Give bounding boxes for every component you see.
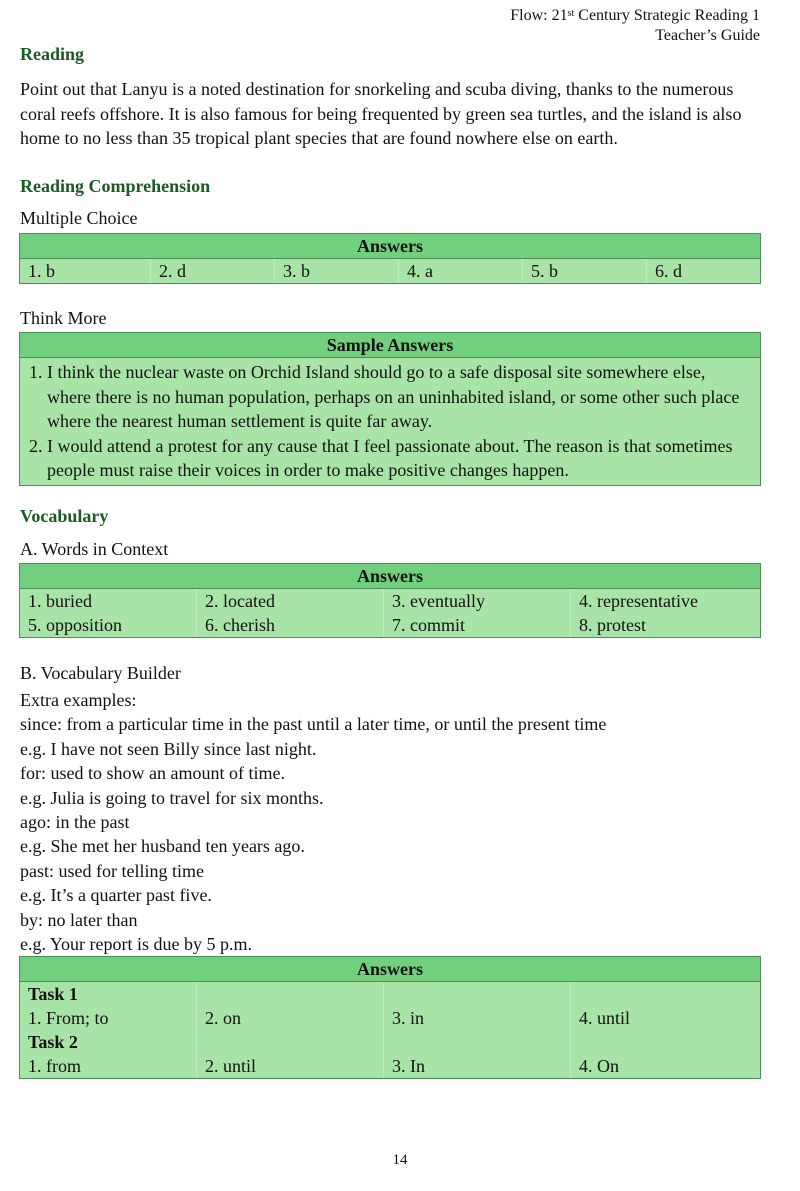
reading-paragraph: Point out that Lanyu is a noted destination for snorkeling and scuba diving, thanks to the numerous coral reefs offshore. It is also famous for being frequented by green sea turtles, and the island is also home to no less than 35 tropical plant species that are found nowhere else on earth. xyxy=(20,79,742,148)
table-cell: 2. d xyxy=(151,259,275,284)
table-cell: 4. On xyxy=(571,1054,761,1078)
example-line: by: no later than xyxy=(20,909,138,930)
table-header: Answers xyxy=(20,564,760,589)
vocabulary-builder-examples xyxy=(20,688,760,956)
table-cell: 4. a xyxy=(399,259,523,284)
words-in-context-label: A. Words in Context xyxy=(20,539,169,559)
table-cell: 1. b xyxy=(28,261,55,281)
table-header: Answers xyxy=(20,957,760,982)
multiple-choice-answers-table xyxy=(20,234,760,283)
table-row xyxy=(20,259,760,284)
table-cell: 1. from xyxy=(28,1056,81,1076)
table-cell: 6. cherish xyxy=(197,613,384,637)
list-item: 2. I would attend a protest for any cause that I feel passionate about. The reason is that sometimes people must raise their voices in order to make positive changes happen. xyxy=(47,434,752,483)
example-line: e.g. I have not seen Billy since last night. xyxy=(20,738,317,759)
example-line: e.g. It’s a quarter past five. xyxy=(20,885,212,906)
example-line: for: used to show an amount of time. xyxy=(20,763,285,784)
words-in-context-answers-table xyxy=(20,564,760,637)
table-row xyxy=(20,589,760,614)
example-line: past: used for telling time xyxy=(20,860,204,881)
table-cell: 7. commit xyxy=(384,613,571,637)
table-cell: 3. in xyxy=(384,1006,571,1030)
table-cell: 3. In xyxy=(384,1054,571,1078)
table-cell: 3. b xyxy=(275,259,399,284)
page-number: 14 xyxy=(392,1152,408,1168)
table-cell xyxy=(197,1030,384,1054)
table-cell xyxy=(384,982,571,1007)
think-more-label: Think More xyxy=(20,308,107,328)
book-subtitle: Teacher’s Guide xyxy=(655,27,760,44)
table-cell: 4. representative xyxy=(571,589,761,614)
table-cell: 2. located xyxy=(197,589,384,614)
sample-answers-list xyxy=(20,358,760,485)
comprehension-heading: Reading Comprehension xyxy=(20,176,211,196)
table-cell: 6. d xyxy=(647,259,761,284)
table-cell: 1. From; to xyxy=(28,1008,109,1028)
table-header: Answers xyxy=(20,234,760,259)
example-line: Extra examples: xyxy=(20,690,137,710)
table-cell xyxy=(571,982,761,1007)
book-title: Flow: 21st Century Strategic Reading 1 xyxy=(510,7,760,24)
table-row xyxy=(20,613,760,637)
table-cell xyxy=(571,1030,761,1054)
example-line: e.g. She met her husband ten years ago. xyxy=(20,836,305,857)
task-1-label: Task 1 xyxy=(28,984,78,1004)
table-cell xyxy=(197,982,384,1007)
table-cell: 2. on xyxy=(197,1006,384,1030)
table-row xyxy=(20,1030,760,1054)
table-cell: 5. opposition xyxy=(28,615,123,635)
multiple-choice-label: Multiple Choice xyxy=(20,208,138,228)
table-row xyxy=(20,1054,760,1078)
reading-heading: Reading xyxy=(20,44,85,64)
table-cell xyxy=(384,1030,571,1054)
vocabulary-builder-answers-table xyxy=(20,957,760,1078)
vocabulary-builder-label: B. Vocabulary Builder xyxy=(20,663,181,683)
example-line: e.g. Julia is going to travel for six months. xyxy=(20,787,324,808)
table-row xyxy=(20,982,760,1007)
list-item: 1. I think the nuclear waste on Orchid Island should go to a safe disposal site somewhere else, where there is no human population, perhaps on an uninhabited island, or some other such place where the nearest human settlement is quite far away. xyxy=(47,360,752,434)
table-header-row xyxy=(20,564,760,589)
example-line: ago: in the past xyxy=(20,812,130,833)
table-cell: 1. buried xyxy=(28,591,92,611)
table-row xyxy=(20,1006,760,1030)
table-cell: 2. until xyxy=(197,1054,384,1078)
table-cell: 5. b xyxy=(523,259,647,284)
task-2-label: Task 2 xyxy=(28,1032,78,1052)
table-header-row xyxy=(20,957,760,982)
sample-answers-box xyxy=(20,333,760,485)
example-line: e.g. Your report is due by 5 p.m. xyxy=(20,934,252,955)
example-line: since: from a particular time in the past until a later time, or until the present time xyxy=(20,714,607,735)
table-cell: 8. protest xyxy=(571,613,761,637)
table-cell: 3. eventually xyxy=(384,589,571,614)
running-header xyxy=(510,6,760,46)
table-header-row xyxy=(20,234,760,259)
sample-answers-header: Sample Answers xyxy=(20,333,760,358)
vocabulary-heading: Vocabulary xyxy=(20,506,109,526)
table-cell: 4. until xyxy=(571,1006,761,1030)
